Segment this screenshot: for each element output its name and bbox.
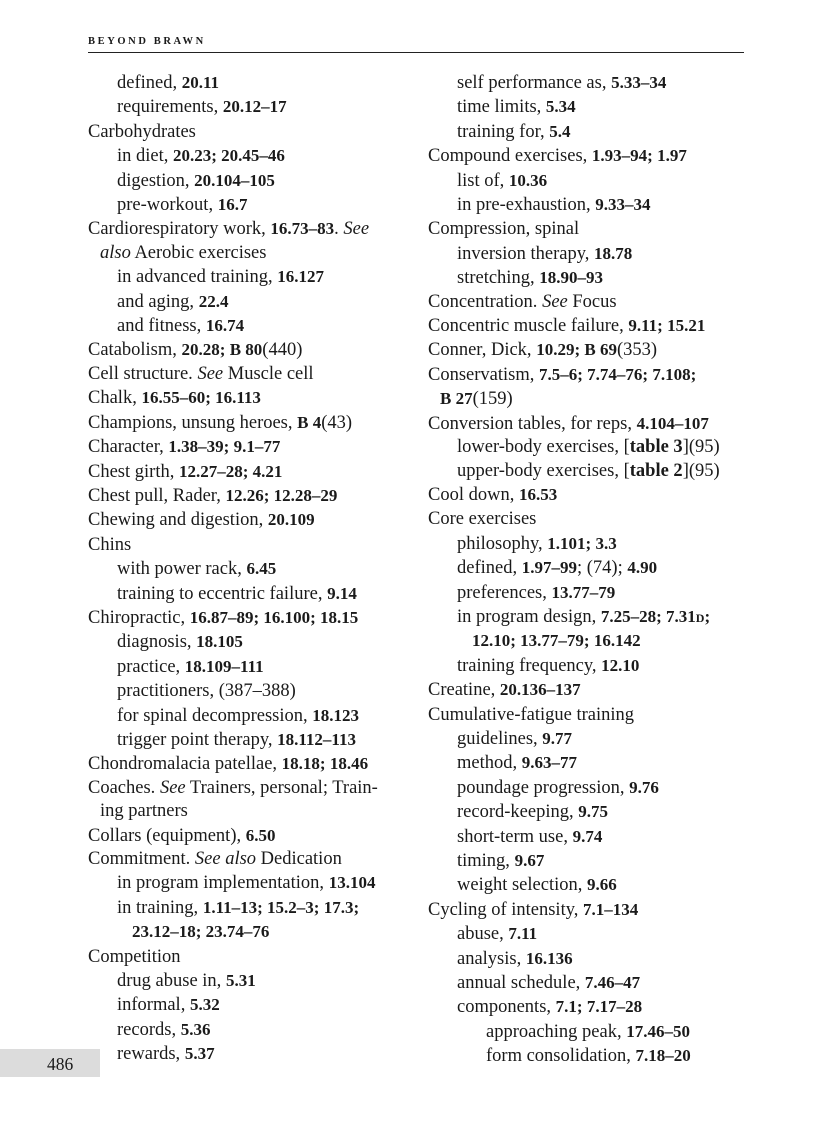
entry-text: ing partners xyxy=(100,801,188,822)
entry-reference: 6.50 xyxy=(245,825,276,845)
entry-text: Catabolism, 20.28; B 80(440) xyxy=(88,340,303,361)
entry-reference: 18.123 xyxy=(312,705,359,725)
entry-reference: 1.93–94; 1.97 xyxy=(591,146,687,166)
index-entry xyxy=(88,193,418,217)
entry-term: Conversion tables, for reps, xyxy=(428,413,637,434)
entry-term: Chalk, xyxy=(88,388,142,409)
entry-term: list of, xyxy=(457,170,509,191)
entry-reference: 5.31 xyxy=(225,971,256,991)
entry-term: timing, xyxy=(457,851,515,871)
index-entry xyxy=(428,436,758,459)
entry-reference: 17.46–50 xyxy=(626,1021,690,1041)
entry-term: informal, xyxy=(117,995,190,1016)
entry-term: in pre-exhaustion, xyxy=(457,195,596,216)
entry-term: training to eccentric failure, xyxy=(117,583,328,604)
index-entry xyxy=(428,532,758,556)
entry-term: Cumulative-fatigue training xyxy=(428,704,635,725)
entry-text: Coaches. See Trainers, personal; Train- xyxy=(88,777,378,798)
entry-term: Character, xyxy=(88,437,169,458)
entry-reference: 23.12–18; 23.74–76 xyxy=(132,922,270,942)
entry-reference: 20.109 xyxy=(267,510,315,530)
index-column-right xyxy=(428,71,758,1069)
index-entry xyxy=(428,776,758,800)
index-entry xyxy=(88,920,418,944)
entry-reference: 5.34 xyxy=(545,97,576,117)
index-entry xyxy=(428,95,758,119)
entry-reference: 9.14 xyxy=(327,583,357,603)
entry-reference: 5.32 xyxy=(189,995,220,1015)
index-entry xyxy=(88,993,418,1017)
index-entry xyxy=(428,193,758,217)
entry-text: Cardiorespiratory work, 16.73–83. See xyxy=(88,219,370,240)
index-entry xyxy=(88,606,418,630)
index-entry xyxy=(88,848,418,871)
entry-term: in program design, xyxy=(457,606,601,627)
index-entry xyxy=(428,629,758,653)
entry-term: in training, xyxy=(117,897,203,918)
header-rule xyxy=(88,52,744,53)
index-entry xyxy=(88,508,418,532)
entry-term: self performance as, xyxy=(457,73,612,93)
entry-reference: 9.33–34 xyxy=(595,195,651,215)
entry-term: training frequency, xyxy=(457,655,602,676)
entry-term: annual schedule, xyxy=(457,973,585,994)
index-entry xyxy=(88,217,418,241)
entry-term: Concentric muscle failure, xyxy=(428,316,629,337)
entry-term: stretching, xyxy=(457,268,540,289)
entry-reference: 9.75 xyxy=(578,802,608,822)
entry-text: defined, 1.97–99; (74); 4.90 xyxy=(457,558,658,579)
entry-term: components, xyxy=(457,997,556,1018)
index-entry xyxy=(428,507,758,531)
index-entry xyxy=(88,945,418,969)
entry-term: record-keeping, xyxy=(457,802,579,823)
page-number: 486 xyxy=(47,1054,74,1074)
index-entry xyxy=(428,581,758,605)
entry-reference: 20.136–137 xyxy=(499,680,581,700)
index-entry xyxy=(428,71,758,95)
index-entry xyxy=(428,1020,758,1044)
entry-reference: 7.1–134 xyxy=(583,899,639,919)
entry-reference: 20.12–17 xyxy=(222,97,287,117)
entry-reference: 18.112–113 xyxy=(277,729,356,749)
entry-reference: 1.101; 3.3 xyxy=(547,533,617,553)
index-entry xyxy=(88,557,418,581)
index-entry xyxy=(428,169,758,193)
index-entry xyxy=(88,363,418,386)
index-entry xyxy=(88,144,418,168)
entry-reference: 9.76 xyxy=(629,777,659,797)
entry-text: B 27(159) xyxy=(440,389,513,410)
index-entry xyxy=(428,873,758,897)
index-entry xyxy=(88,800,418,823)
index-entry xyxy=(88,777,418,800)
index-entry xyxy=(88,314,418,338)
index-entry xyxy=(428,800,758,824)
entry-reference: 18.78 xyxy=(594,243,633,263)
entry-text: Concentration. See Focus xyxy=(428,291,617,312)
entry-term: practitioners, (387–388) xyxy=(117,681,296,702)
entry-term: Chewing and digestion, xyxy=(88,510,268,531)
entry-term: Competition xyxy=(88,946,181,967)
index-entry xyxy=(428,387,758,411)
entry-reference: 9.66 xyxy=(586,875,617,895)
entry-reference: 1.11–13; 15.2–3; 17.3; xyxy=(202,897,360,917)
entry-term: for spinal decompression, xyxy=(117,705,313,726)
entry-term: Core exercises xyxy=(428,509,537,530)
index-entry xyxy=(428,947,758,971)
index-entry xyxy=(428,1044,758,1068)
entry-reference: 9.11; 15.21 xyxy=(628,316,706,336)
entry-term: trigger point therapy, xyxy=(117,729,278,750)
entry-term: Cycling of intensity, xyxy=(428,899,584,920)
entry-reference: 20.104–105 xyxy=(194,170,275,190)
entry-reference: 5.37 xyxy=(184,1044,215,1064)
index-entry xyxy=(88,411,418,435)
index-entry xyxy=(88,871,418,895)
entry-term: analysis, xyxy=(457,948,526,969)
index-entry xyxy=(428,338,758,362)
entry-term: approaching peak, xyxy=(486,1021,627,1042)
entry-term: with power rack, xyxy=(117,559,247,580)
entry-text: Conner, Dick, 10.29; B 69(353) xyxy=(428,340,658,361)
entry-reference: 9.63–77 xyxy=(521,753,577,773)
index-entry xyxy=(88,969,418,993)
entry-term: practice, xyxy=(117,656,185,677)
entry-term: in program implementation, xyxy=(117,873,329,894)
index-entry xyxy=(88,655,418,679)
index-entry xyxy=(88,242,418,265)
entry-term: diagnosis, xyxy=(117,632,197,653)
entry-reference: 9.77 xyxy=(542,728,573,748)
index-entry xyxy=(88,386,418,410)
index-entry xyxy=(88,1018,418,1042)
entry-term: and fitness, xyxy=(117,316,206,337)
index-entry xyxy=(428,922,758,946)
entry-reference: 7.5–6; 7.74–76; 7.108; xyxy=(539,364,697,384)
index-entry xyxy=(88,338,418,362)
entry-reference: 12.10 xyxy=(601,655,640,675)
index-entry xyxy=(428,971,758,995)
index-entry xyxy=(428,703,758,727)
index-entry xyxy=(428,120,758,144)
entry-text: also Aerobic exercises xyxy=(100,242,267,263)
index-entry xyxy=(428,678,758,702)
entry-reference: 1.38–39; 9.1–77 xyxy=(168,437,281,457)
index-entry xyxy=(428,291,758,314)
entry-term: requirements, xyxy=(117,97,223,118)
entry-reference: 12.26; 12.28–29 xyxy=(225,485,338,505)
entry-reference: 9.67 xyxy=(514,851,545,870)
entry-reference: 13.104 xyxy=(328,873,376,893)
entry-term: defined, xyxy=(117,73,182,93)
entry-term: Chondromalacia patellae, xyxy=(88,754,282,775)
running-head: BEYOND BRAWN xyxy=(88,36,206,47)
entry-term: preferences, xyxy=(457,582,552,603)
entry-reference: 16.55–60; 16.113 xyxy=(141,388,261,408)
entry-term: short-term use, xyxy=(457,826,573,847)
entry-term: Compression, spinal xyxy=(428,219,580,240)
index-entry xyxy=(88,435,418,459)
index-entry xyxy=(428,242,758,266)
index-entry xyxy=(88,679,418,703)
entry-reference: 10.36 xyxy=(508,170,548,190)
index-entry xyxy=(428,995,758,1019)
index-entry xyxy=(428,266,758,290)
entry-text: upper-body exercises, [table 2](95) xyxy=(457,460,720,481)
entry-reference: 16.53 xyxy=(518,484,558,504)
entry-term: in advanced training, xyxy=(117,267,278,288)
entry-term: training for, xyxy=(457,121,550,142)
entry-text: lower-body exercises, [table 3](95) xyxy=(457,437,720,458)
entry-reference: 16.127 xyxy=(277,267,325,287)
index-entry xyxy=(88,533,418,557)
index-entry xyxy=(428,556,758,580)
entry-term: Conservatism, xyxy=(428,364,539,385)
index-entry xyxy=(428,654,758,678)
index-entry xyxy=(428,825,758,849)
index-entry xyxy=(428,144,758,168)
entry-term: time limits, xyxy=(457,97,546,118)
entry-reference: 18.109–111 xyxy=(184,656,264,676)
index-entry xyxy=(88,582,418,606)
entry-term: pre-workout, xyxy=(117,195,218,216)
index-entry xyxy=(88,169,418,193)
entry-reference: 5.33–34 xyxy=(611,73,667,92)
index-entry xyxy=(88,265,418,289)
entry-term: weight selection, xyxy=(457,875,587,896)
entry-reference: 18.18; 18.46 xyxy=(281,754,369,774)
entry-reference: 7.1; 7.17–28 xyxy=(555,997,643,1017)
entry-term: Chiropractic, xyxy=(88,607,190,628)
index-entry xyxy=(88,120,418,144)
index-entry xyxy=(428,751,758,775)
entry-term: Chins xyxy=(88,534,132,555)
index-entry xyxy=(428,412,758,436)
entry-text: Champions, unsung heroes, B 4(43) xyxy=(88,412,353,433)
entry-term: Creatine, xyxy=(428,680,500,701)
entry-term: Carbohydrates xyxy=(88,121,196,142)
entry-term: drug abuse in, xyxy=(117,971,226,992)
index-entry xyxy=(428,849,758,873)
entry-reference: 4.104–107 xyxy=(636,413,709,433)
index-entry xyxy=(88,704,418,728)
entry-term: Collars (equipment), xyxy=(88,825,246,846)
index-entry xyxy=(88,728,418,752)
index-entry xyxy=(88,484,418,508)
index-entry xyxy=(428,898,758,922)
entry-term: inversion therapy, xyxy=(457,243,594,264)
index-entry xyxy=(428,314,758,338)
index-entry xyxy=(88,95,418,119)
entry-text: Commitment. See also Dedication xyxy=(88,849,342,869)
entry-term: abuse, xyxy=(457,924,509,945)
entry-reference: 18.90–93 xyxy=(539,268,603,288)
index-entry xyxy=(88,630,418,654)
index-entry xyxy=(88,290,418,314)
entry-term: rewards, xyxy=(117,1044,185,1065)
entry-term: records, xyxy=(117,1019,181,1040)
entry-reference: 22.4 xyxy=(198,291,229,311)
index-entry xyxy=(88,824,418,848)
index-entry xyxy=(88,752,418,776)
index-entry xyxy=(88,1042,418,1066)
entry-term: and aging, xyxy=(117,291,199,312)
entry-reference: 9.74 xyxy=(572,826,603,846)
index-entry xyxy=(428,217,758,241)
entry-text: Cell structure. See Muscle cell xyxy=(88,363,314,384)
index-entry xyxy=(88,460,418,484)
entry-term: in diet, xyxy=(117,146,174,167)
entry-reference: 20.23; 20.45–46 xyxy=(173,146,285,166)
entry-term: philosophy, xyxy=(457,533,548,554)
entry-reference: 20.11 xyxy=(181,73,220,92)
entry-term: guidelines, xyxy=(457,728,543,749)
entry-term: Chest pull, Rader, xyxy=(88,485,226,506)
index-column-left xyxy=(88,71,418,1067)
entry-reference: 12.27–28; 4.21 xyxy=(178,461,283,481)
index-entry xyxy=(428,460,758,483)
entry-reference: 16.74 xyxy=(205,316,245,336)
entry-reference: 7.18–20 xyxy=(635,1046,691,1066)
entry-term: method, xyxy=(457,753,522,774)
entry-reference: 16.87–89; 16.100; 18.15 xyxy=(189,607,359,627)
index-entry xyxy=(428,727,758,751)
entry-term: digestion, xyxy=(117,170,195,191)
index-entry xyxy=(88,896,418,920)
entry-reference: 12.10; 13.77–79; 16.142 xyxy=(472,631,641,651)
entry-term: Compound exercises, xyxy=(428,146,592,167)
entry-reference: 5.4 xyxy=(549,121,571,141)
index-entry xyxy=(428,605,758,629)
entry-term: Chest girth, xyxy=(88,461,179,482)
index-entry xyxy=(428,363,758,387)
entry-reference: 7.46–47 xyxy=(584,973,641,993)
entry-term: poundage progression, xyxy=(457,777,630,798)
entry-term: form consolidation, xyxy=(486,1046,636,1067)
index-entry xyxy=(88,71,418,95)
entry-reference: 7.25–28; 7.31d; xyxy=(600,606,711,626)
entry-reference: 5.36 xyxy=(180,1019,211,1039)
entry-term: Cool down, xyxy=(428,484,519,505)
entry-reference: 6.45 xyxy=(246,559,277,579)
entry-reference: 16.7 xyxy=(217,195,248,215)
entry-reference: 18.105 xyxy=(196,632,243,652)
entry-reference: 16.136 xyxy=(525,948,573,968)
index-entry xyxy=(428,483,758,507)
entry-reference: 7.11 xyxy=(508,924,538,944)
entry-reference: 13.77–79 xyxy=(551,582,616,602)
